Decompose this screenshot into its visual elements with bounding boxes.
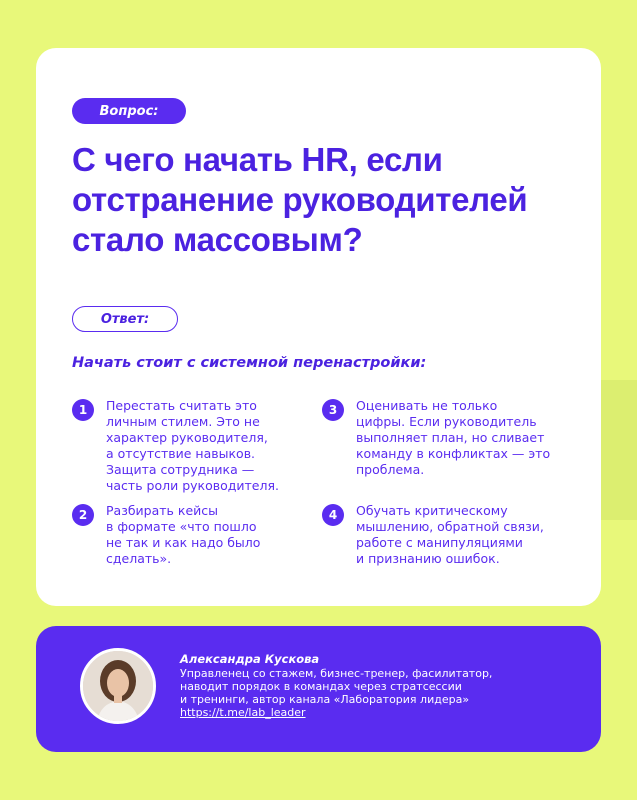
list-item-text: Обучать критическому мышлению, обратной связи, работе с манипуляциями и признанию ошибок. (356, 503, 544, 566)
number-badge: 1 (72, 399, 94, 421)
list-item (322, 503, 582, 567)
list-item (322, 398, 582, 478)
page-title: С чего начать HR, если отстранение руководителей стало массовым? (72, 141, 528, 258)
author-name: Александра Кускова (180, 652, 320, 666)
list-item-text: Разбирать кейсы в формате «что пошло не так и как надо было сделать». (106, 503, 261, 566)
question-card (36, 48, 601, 606)
author-card (36, 626, 601, 752)
number-badge: 4 (322, 504, 344, 526)
list-item (72, 503, 292, 567)
number-badge: 2 (72, 504, 94, 526)
number-badge: 3 (322, 399, 344, 421)
author-description: Управленец со стажем, бизнес-тренер, фасилитатор, наводит порядок в командах через стратсессии и тренинги, автор канала «Лаборатория лидера» (180, 667, 493, 706)
question-badge: Вопрос: (72, 98, 186, 124)
avatar-portrait-icon (83, 651, 153, 721)
avatar (80, 648, 156, 724)
list-item (72, 398, 292, 494)
list-item-text: Оценивать не только цифры. Если руководитель выполняет план, но сливает команду в конфликтах — это проблема. (356, 398, 551, 477)
answer-lead: Начать стоит с системной перенастройки: (72, 355, 427, 371)
list-item-text: Перестать считать это личным стилем. Это не характер руководителя, а отсутствие навыков. Защита сотрудника — часть роли руководителя. (106, 398, 279, 493)
channel-link[interactable]: https://t.me/lab_leader (180, 706, 306, 719)
answer-badge: Ответ: (72, 306, 178, 332)
